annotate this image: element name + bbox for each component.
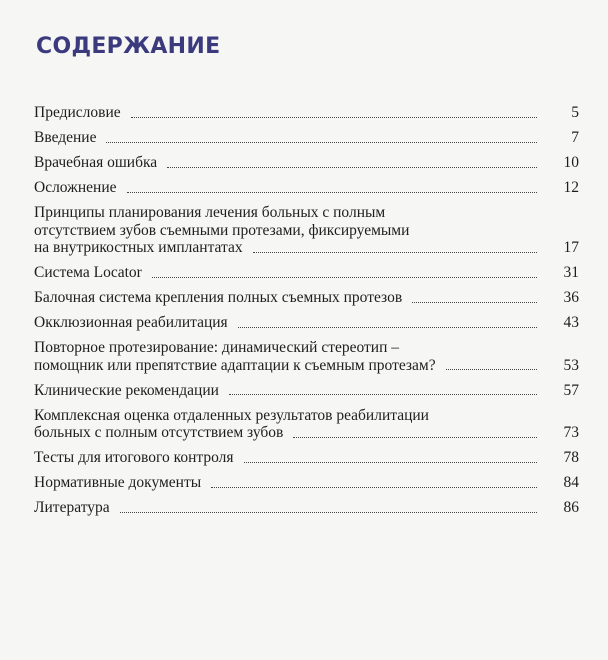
toc-entry xyxy=(34,499,579,517)
toc-entry-text: Окклюзионная реабилитация xyxy=(34,314,228,331)
toc-entry-title xyxy=(34,289,545,307)
toc-entry-text: Клинические рекомендации xyxy=(34,381,219,399)
toc-entry-title xyxy=(34,407,545,442)
toc-page-number: 17 xyxy=(563,239,579,256)
dot-leader xyxy=(253,252,537,253)
toc-entry-title xyxy=(34,104,545,122)
toc-entry-text: Балочная система крепления полных съемных протезов xyxy=(34,289,403,306)
toc-entry-text: Нормативные документы xyxy=(34,474,202,491)
dot-leader xyxy=(127,192,537,193)
dot-leader xyxy=(412,302,537,303)
toc-entry xyxy=(34,204,579,257)
toc-entry-text: Осложнение xyxy=(34,179,117,196)
toc-entry xyxy=(34,154,579,172)
toc-entry-text: отсутствием зубов съемными протезами, фиксируемыми xyxy=(34,221,410,239)
toc-page-number: 73 xyxy=(563,424,579,441)
toc-entry-title xyxy=(34,474,545,492)
toc-entry xyxy=(34,289,579,307)
dot-leader xyxy=(120,512,537,513)
toc-entry-text: больных с полным отсутствием зубов xyxy=(34,424,284,441)
toc-entry-text: помощник или препятствие адаптации к съемным протезам? xyxy=(34,356,436,374)
toc-page-number: 43 xyxy=(563,314,579,331)
dot-leader xyxy=(211,487,537,488)
toc-entry-text: Комплексная оценка отдаленных результатов реабилитации xyxy=(34,406,429,424)
toc-entry-title xyxy=(34,264,545,282)
toc-page-number: 57 xyxy=(563,381,579,399)
toc-entry xyxy=(34,264,579,282)
toc-entry xyxy=(34,179,579,197)
table-of-contents xyxy=(34,104,579,524)
toc-entry-text: на внутрикостных имплантатах xyxy=(34,239,243,256)
toc-entry xyxy=(34,382,579,400)
toc-page-number: 84 xyxy=(563,474,579,491)
toc-entry-title xyxy=(34,314,545,332)
toc-entry-text: Литература xyxy=(34,499,110,516)
dot-leader xyxy=(167,167,537,168)
toc-entry xyxy=(34,474,579,492)
page-title: СОДЕРЖАНИЕ xyxy=(36,34,221,59)
toc-entry-title xyxy=(34,339,545,374)
dot-leader xyxy=(446,369,537,370)
toc-entry xyxy=(34,339,579,374)
toc-page-number: 12 xyxy=(563,179,579,196)
toc-page-number: 86 xyxy=(563,499,579,516)
toc-entry-text: Повторное протезирование: динамический стереотип – xyxy=(34,339,400,356)
toc-page-number: 36 xyxy=(563,289,579,306)
toc-entry xyxy=(34,129,579,147)
dot-leader xyxy=(238,327,537,328)
toc-entry-text: Система Locator xyxy=(34,264,142,281)
toc-page-number: 31 xyxy=(563,264,579,281)
dot-leader xyxy=(229,394,537,395)
toc-page-number: 10 xyxy=(563,154,579,171)
toc-entry-text: Введение xyxy=(34,129,97,146)
dot-leader xyxy=(293,437,537,438)
toc-entry-title xyxy=(34,449,545,467)
toc-entry-title xyxy=(34,179,545,197)
toc-entry-title xyxy=(34,382,545,400)
toc-entry-text: Врачебная ошибка xyxy=(34,154,158,171)
dot-leader xyxy=(244,462,537,463)
toc-entry-text: Принципы планирования лечения больных с полным xyxy=(34,204,386,221)
toc-page-number: 53 xyxy=(563,356,579,374)
dot-leader xyxy=(106,142,537,143)
toc-entry-title xyxy=(34,154,545,172)
toc-entry-title xyxy=(34,499,545,517)
toc-entry xyxy=(34,314,579,332)
toc-entry xyxy=(34,104,579,122)
toc-entry-text: Предисловие xyxy=(34,104,121,121)
dot-leader xyxy=(131,117,537,118)
dot-leader xyxy=(152,277,537,278)
toc-entry-title xyxy=(34,129,545,147)
toc-entry-title xyxy=(34,204,545,257)
toc-page-number: 5 xyxy=(571,104,579,121)
toc-page-number: 7 xyxy=(571,129,579,146)
toc-entry-text: Тесты для итогового контроля xyxy=(34,449,234,466)
toc-page-number: 78 xyxy=(563,449,579,466)
toc-entry xyxy=(34,449,579,467)
toc-entry xyxy=(34,407,579,442)
